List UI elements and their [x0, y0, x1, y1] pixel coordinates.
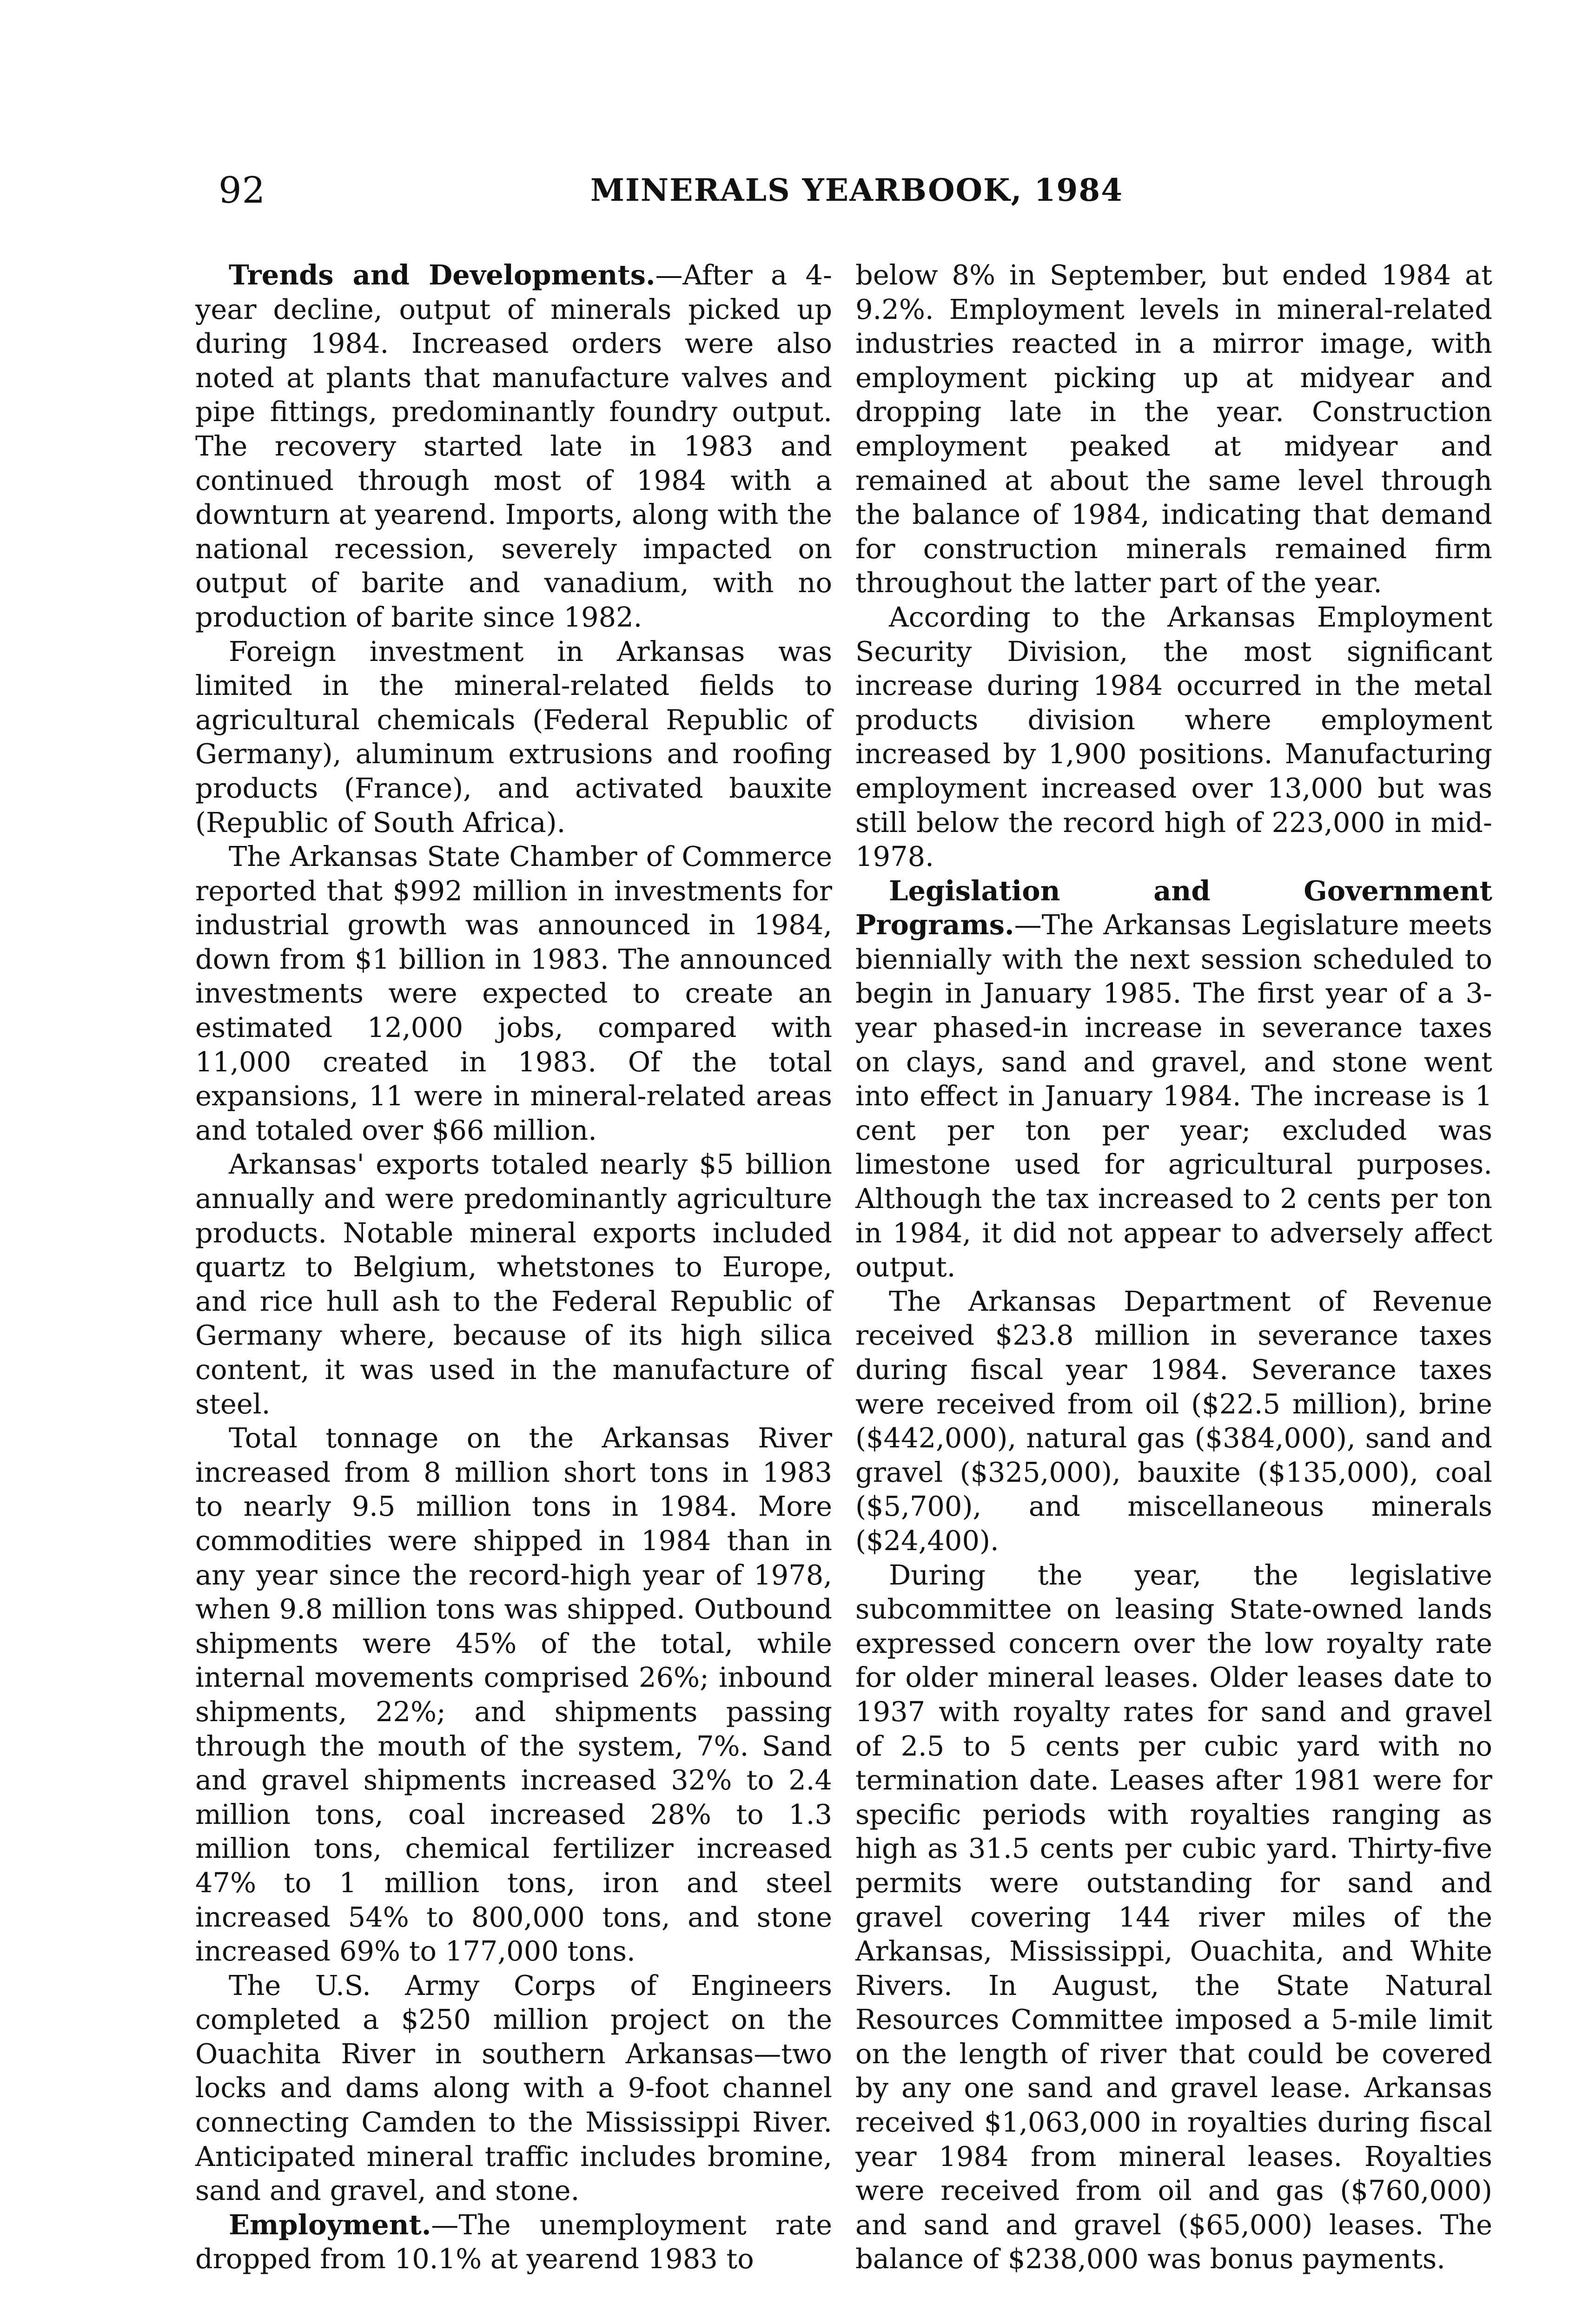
left-column [195, 258, 832, 2276]
army-corps-paragraph: The U.S. Army Corps of Engineers completed a $250 million project on the Ouachita River in southern Arkansas—two locks and dams along with a 9-foot channel connecting Camden to the Mississippi River. Anticipated mineral traffic includes bromine, sand and gravel, and stone. [195, 1969, 832, 2207]
employment-body: —The unemployment rate dropped from 10.1% at yearend 1983 to [195, 2208, 832, 2275]
employment-heading: Employment. [229, 2208, 431, 2241]
chamber-commerce-paragraph: The Arkansas State Chamber of Commerce reported that $992 million in investments for industrial growth was announced in 1984, down from $1 billion in 1983. The announced investments were expected to create an estimated 12,000 jobs, compared with 11,000 created in 1983. Of the total expansions, 11 were in mineral-related areas and totaled over $66 million. [195, 840, 832, 1146]
employment-paragraph [195, 2208, 832, 2276]
revenue-paragraph: The Arkansas Department of Revenue received $23.8 million in severance taxes during fiscal year 1984. Severance taxes were received from oil ($22.5 million), brine ($442,000), natural gas ($384,000), sand and gravel ($325,000), bauxite ($135,000), coal ($5,700), and miscellaneous minerals ($24,400). [855, 1285, 1492, 1557]
legislation-paragraph [855, 874, 1492, 1284]
page-number: 92 [218, 170, 266, 211]
exports-paragraph: Arkansas' exports totaled nearly $5 billion annually and were predominantly agriculture products. Notable mineral exports included quartz to Belgium, whetstones to Europe, and rice hull ash to the Federal Republic of Germany where, because of its high silica content, it was used in the manufacture of steel. [195, 1148, 832, 1420]
employment-continued-paragraph: below 8% in September, but ended 1984 at 9.2%. Employment levels in mineral-related industries reacted in a mirror image, with employment picking up at midyear and dropping late in the year. Construction employment peaked at midyear and remained at about the same level through the balance of 1984, indicating that demand for construction minerals remained firm throughout the latter part of the year. [855, 259, 1492, 599]
river-tonnage-paragraph: Total tonnage on the Arkansas River increased from 8 million short tons in 1983 to nearly 9.5 million tons in 1984. More commodities were shipped in 1984 than in any year since the record-high year of 1978, when 9.8 million tons was shipped. Outbound shipments were 45% of the total, while internal movements comprised 26%; inbound shipments, 22%; and shipments passing through the mouth of the system, 7%. Sand and gravel shipments increased 32% to 2.4 million tons, coal increased 28% to 1.3 million tons, chemical fertilizer increased 47% to 1 million tons, iron and steel increased 54% to 800,000 tons, and stone increased 69% to 177,000 tons. [195, 1422, 832, 1967]
legislation-body: —The Arkansas Legislature meets biennially with the next session scheduled to begin in January 1985. The first year of a 3-year phased-in increase in severance taxes on clays, sand and gravel, and stone went into effect in January 1984. The increase is 1 cent per ton per year; excluded was limestone used for agricultural purposes. Although the tax increased to 2 cents per ton in 1984, it did not appear to adversely affect output. [855, 909, 1492, 1283]
running-head-title: MINERALS YEARBOOK, 1984 [590, 172, 1124, 208]
trends-heading: Trends and Developments. [229, 259, 655, 291]
trends-body: —After a 4-year decline, output of minerals picked up during 1984. Increased orders were also noted at plants that manufacture valves and pipe fittings, predominantly foundry output. The recovery started late in 1983 and continued through most of 1984 with a downturn at yearend. Imports, along with the national recession, severely impacted on output of barite and vanadium, with no production of barite since 1982. [195, 259, 832, 633]
leasing-paragraph: During the year, the legislative subcommittee on leasing State-owned lands expressed concern over the low royalty rate for older mineral leases. Older leases date to 1937 with royalty rates for sand and gravel of 2.5 to 5 cents per cubic yard with no termination date. Leases after 1981 were for specific periods with royalties ranging as high as 31.5 cents per cubic yard. Thirty-five permits were outstanding for sand and gravel covering 144 river miles of the Arkansas, Mississippi, Ouachita, and White Rivers. In August, the State Natural Resources Committee imposed a 5-mile limit on the length of river that could be covered by any one sand and gravel lease. Arkansas received $1,063,000 in royalties during fiscal year 1984 from mineral leases. Royalties were received from oil and gas ($760,000) and sand and gravel ($65,000) leases. The balance of $238,000 was bonus payments. [855, 1558, 1492, 2275]
foreign-investment-paragraph: Foreign investment in Arkansas was limited in the mineral-related fields to agricultural chemicals (Federal Republic of Germany), aluminum extrusions and roofing products (France), and activated bauxite (Republic of South Africa). [195, 635, 832, 838]
trends-paragraph [195, 258, 832, 634]
right-column [855, 258, 1492, 2276]
employment-security-paragraph: According to the Arkansas Employment Security Division, the most significant increase during 1984 occurred in the metal products division where employment increased by 1,900 positions. Manufacturing employment increased over 13,000 but was still below the record high of 223,000 in mid-1978. [855, 601, 1492, 873]
legislation-heading: Legislation and Government Programs. [855, 874, 1492, 941]
